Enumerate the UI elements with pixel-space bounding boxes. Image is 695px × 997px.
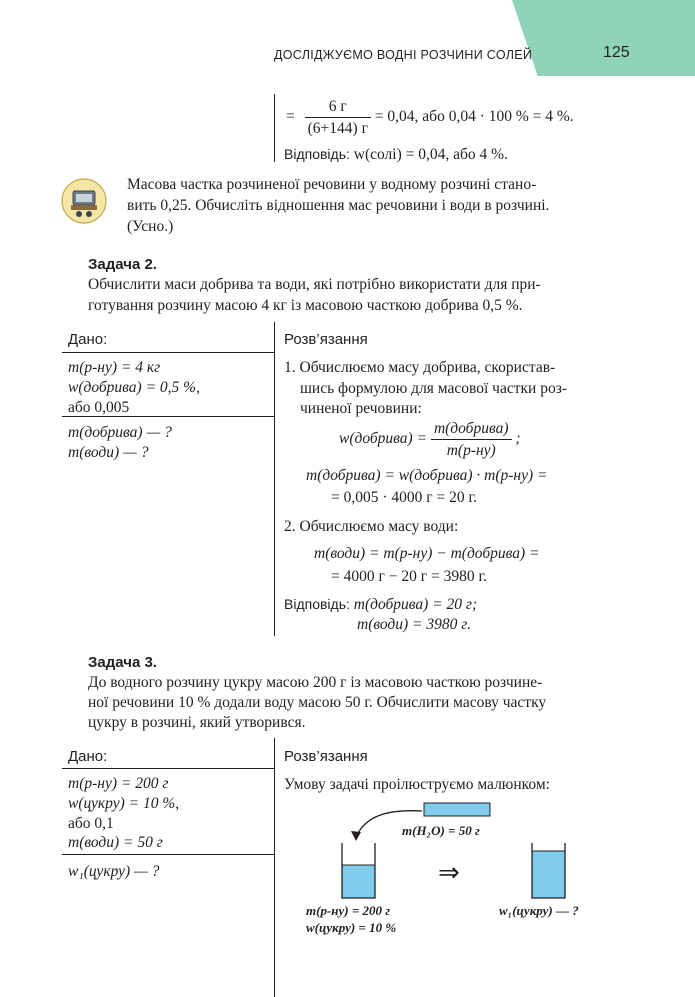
oral-task-icon: [61, 178, 107, 224]
task3-find-rule: [62, 854, 274, 855]
task3-given-rule: [62, 768, 274, 769]
task2-formula: w(добрива) = $\frac{\text{m(добрива)}}{m(р-ну)}$ ;: [339, 420, 521, 459]
fig-water-label: m(H₂O) = 50 г: [402, 823, 480, 838]
task2-answer-1: Відповідь: m(добрива) = 20 г;: [284, 596, 478, 613]
top-divider: [274, 94, 275, 162]
water-bar: [424, 803, 490, 816]
fig-arrow: ⇒: [438, 858, 460, 887]
task3-given-2: w(цукру) = 10 %,: [68, 795, 180, 812]
task2-solution-label: Розв’язання: [284, 331, 368, 348]
task3-title: Задача 3.: [88, 654, 157, 671]
formula-num: m(добрива): [431, 418, 512, 440]
task3-given-label: Дано:: [68, 748, 108, 765]
task2-given-2: w(добрива) = 0,5 %,: [68, 379, 200, 396]
task2-text-1: Обчислити маси добрива та води, які потрібно використати для при-: [88, 276, 541, 293]
top-calc-rest: = 0,04, або 0,04 · 100 % = 4 %.: [374, 108, 574, 126]
fig-right-label: w₁(цукру) — ?: [499, 903, 579, 918]
top-answer: Відповідь: w(солі) = 0,04, або 4 %.: [284, 146, 508, 163]
formula-den: m(р-ну): [446, 442, 496, 459]
fig-left-label-1: m(р-ну) = 200 г: [306, 903, 391, 918]
task2-title: Задача 2.: [88, 256, 157, 273]
left-beaker-water: [342, 865, 375, 898]
task2-step1-1: 1. Обчислюємо масу добрива, скористав-: [284, 359, 556, 376]
task2-calc2b: = 4000 г − 20 г = 3980 г.: [331, 568, 487, 585]
task2-step2: 2. Обчислюємо масу води:: [284, 518, 459, 535]
task2-find-1: m(добрива) — ?: [68, 424, 172, 441]
task3-intro: Умову задачі проілюструємо малюнком:: [284, 776, 550, 793]
top-calc-line: = $\frac{6 г}{(6+144) г}$ = 0,04, або 0,04 · 100 % = 4 %.: [286, 98, 574, 137]
exercise-line-2: вить 0,25. Обчисліть відношення мас речовини і води в розчині.: [127, 197, 550, 214]
task2-given-3: або 0,005: [68, 399, 130, 416]
fig-left-label-2: w(цукру) = 10 %: [306, 920, 397, 935]
top-frac-num: 6 г: [305, 96, 371, 118]
task2-given-rule: [62, 352, 274, 353]
task3-solution-label: Розв’язання: [284, 748, 368, 765]
page-number: 125: [603, 44, 630, 61]
task2-calc2a: m(води) = m(р-ну) − m(добрива) =: [314, 545, 540, 562]
task3-given-3: або 0,1: [68, 815, 114, 832]
task2-calc1a: m(добрива) = w(добрива) · m(р-ну) =: [306, 467, 548, 484]
task3-find: w₁(цукру) — ?: [68, 863, 160, 880]
header-tab: [512, 0, 695, 76]
task2-find-rule: [62, 416, 274, 417]
task2-find-2: m(води) — ?: [68, 444, 149, 461]
running-header: ДОСЛІДЖУЄМО ВОДНІ РОЗЧИНИ СОЛЕЙ: [274, 48, 533, 62]
right-beaker-water: [532, 851, 565, 898]
task3-divider: [274, 738, 275, 997]
task2-given-label: Дано:: [68, 331, 108, 348]
task2-step1-3: чиненої речовини:: [300, 400, 422, 417]
task3-text-3: цукру в розчині, який утворився.: [88, 714, 306, 731]
exercise-line-1: Масова частка розчиненої речовини у водному розчині стано-: [127, 176, 537, 193]
task2-calc1b: = 0,005 · 4000 г = 20 г.: [331, 489, 477, 506]
task3-text-1: До водного розчину цукру масою 200 г із масовою часткою розчине-: [88, 674, 543, 691]
task2-step1-2: шись формулою для масової частки роз-: [300, 380, 567, 397]
exercise-line-3: (Усно.): [127, 218, 174, 235]
task3-given-4: m(води) = 50 г: [68, 834, 163, 851]
task2-text-2: готування розчину масою 4 кг із масовою часткою добрива 0,5 %.: [88, 297, 523, 314]
task2-answer-2: m(води) = 3980 г.: [357, 616, 471, 633]
top-frac-den: (6+144) г: [307, 120, 368, 137]
task3-given-1: m(р-ну) = 200 г: [68, 775, 169, 792]
task3-text-2: ної речовини 10 % додали воду масою 50 г. Обчислити масову частку: [88, 694, 547, 711]
task2-given-1: m(р-ну) = 4 кг: [68, 359, 161, 376]
task2-divider: [274, 322, 275, 636]
